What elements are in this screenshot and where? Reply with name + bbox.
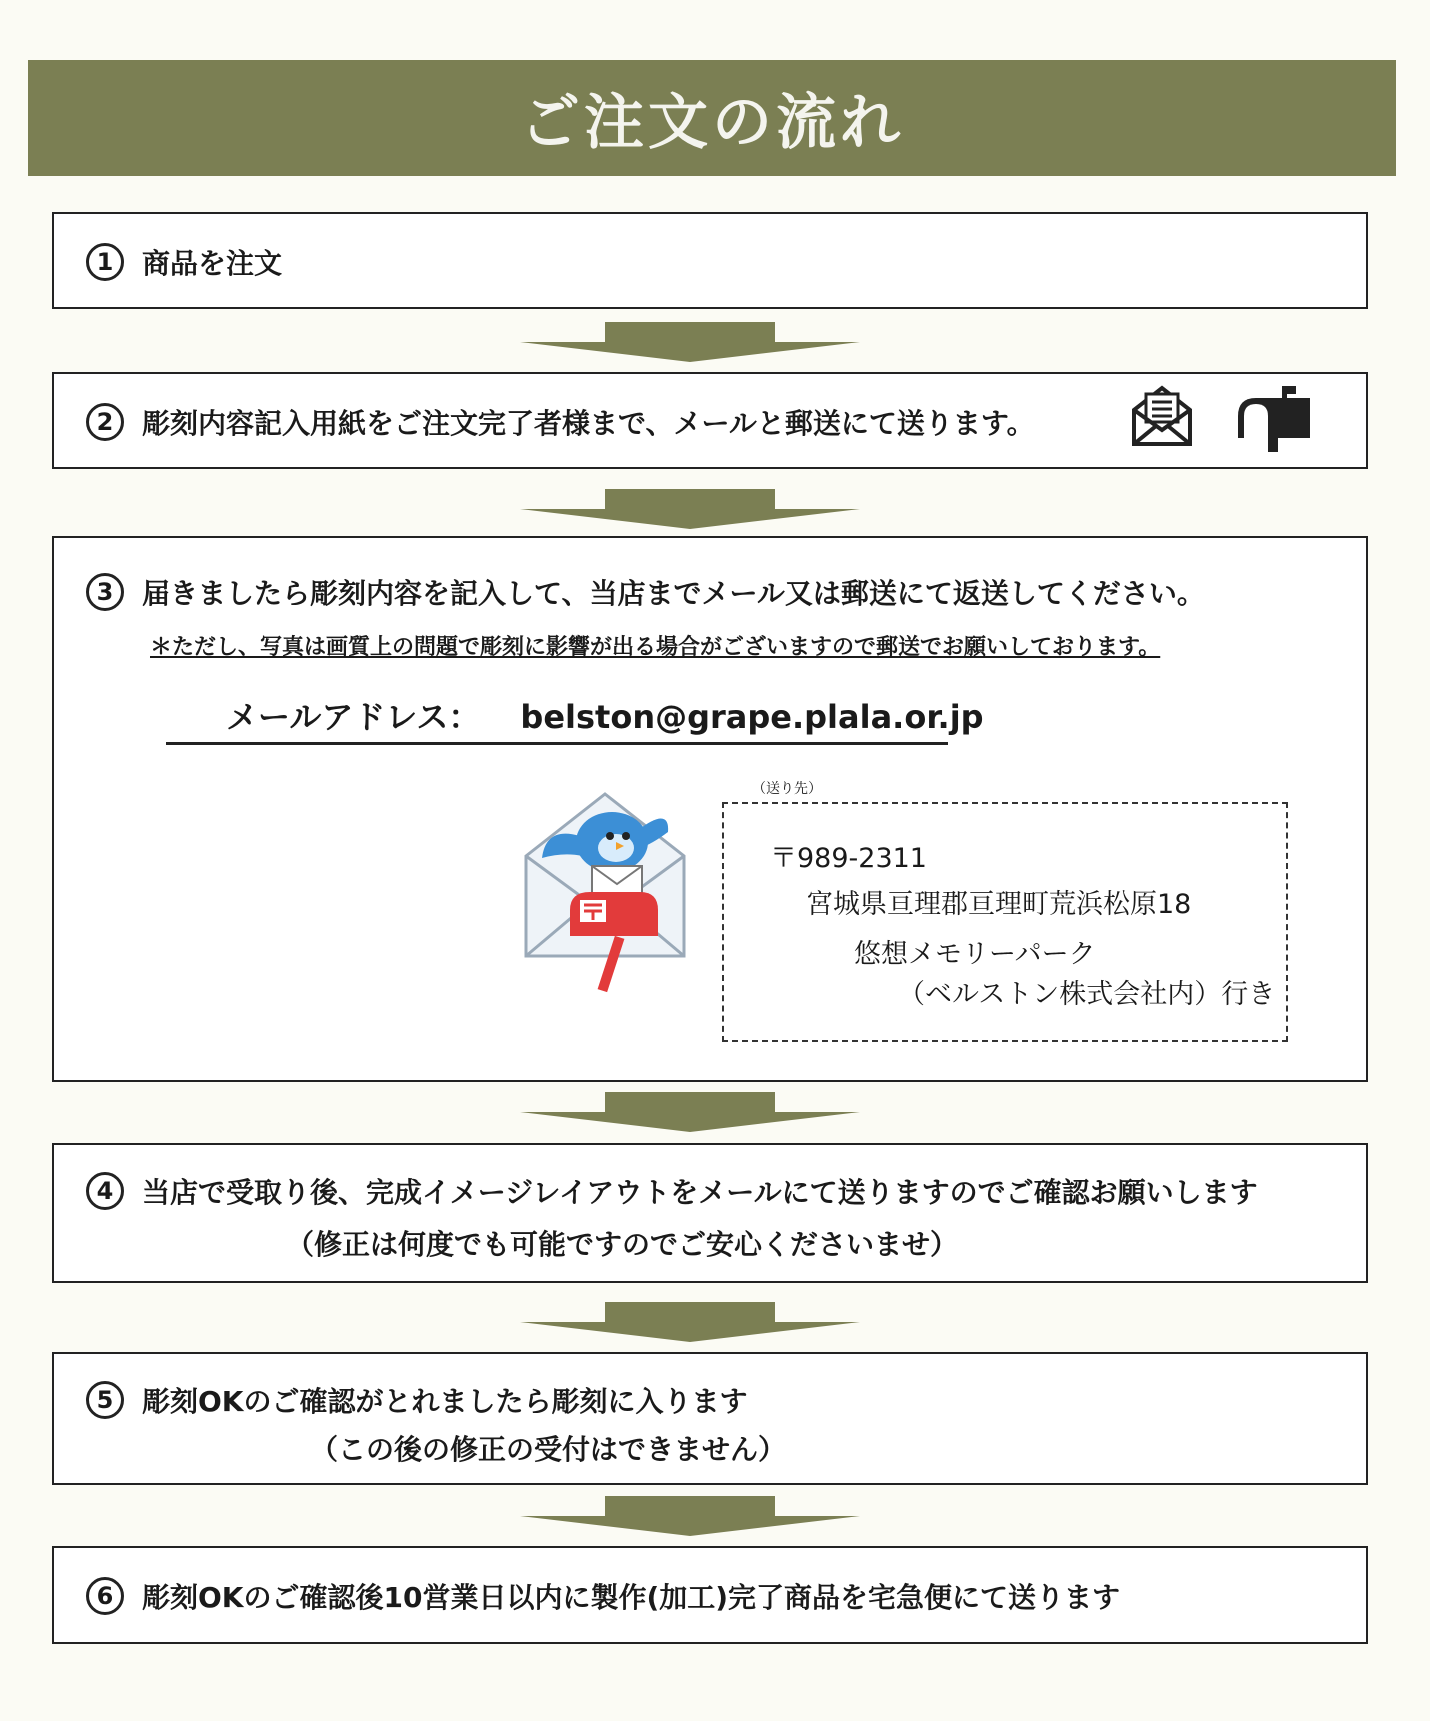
step-3 (52, 536, 1368, 1082)
arrow-down-icon (520, 322, 860, 362)
step-1 (52, 212, 1368, 309)
step-number: 4 (86, 1172, 124, 1210)
bird-mail-illustration (520, 786, 690, 998)
page-title: ご注文の流れ (520, 88, 904, 158)
photo-note: ＊ただし、写真は画質上の問題で彫刻に影響が出る場合がございますので郵送でお願いしております。 (150, 635, 1161, 660)
arrow-down-icon (520, 1496, 860, 1536)
step-4 (52, 1143, 1368, 1283)
email-label: メールアドレス： (226, 698, 481, 736)
step-text: 彫刻内容記入用紙をご注文完了者様まで、メールと郵送にて送ります。 (142, 407, 1035, 440)
arrow-down-icon (520, 489, 860, 529)
step-subtext: （修正は何度でも可能ですのでご安心くださいませ） (286, 1228, 959, 1261)
step-text: 商品を注文 (142, 247, 283, 280)
arrow-down-icon (520, 1092, 860, 1132)
email-line (166, 692, 984, 745)
step-6 (52, 1546, 1368, 1644)
address-line: 宮城県亘理郡亘理町荒浜松原18 (806, 889, 1192, 920)
postal-code: 〒989-2311 (770, 843, 927, 874)
step-text: 当店で受取り後、完成イメージレイアウトをメールにて送りますのでご確認お願いします (142, 1176, 1258, 1209)
mailbox-icon (1234, 386, 1316, 452)
address-label: （送り先） (752, 781, 822, 797)
step-number: 3 (86, 573, 124, 611)
step-subtext: （この後の修正の受付はできません） (310, 1433, 787, 1466)
step-number: 1 (86, 243, 124, 281)
step-text: 彫刻OKのご確認がとれましたら彫刻に入ります (142, 1385, 748, 1418)
step-number: 6 (86, 1577, 124, 1615)
address-box (722, 802, 1288, 1042)
email-address[interactable]: belston@grape.plala.or.jp (520, 698, 984, 736)
title-banner (28, 60, 1396, 176)
step-number: 5 (86, 1381, 124, 1419)
step-number: 2 (86, 403, 124, 441)
step-text: 届きましたら彫刻内容を記入して、当店までメール又は郵送にて返送してください。 (142, 577, 1205, 610)
arrow-down-icon (520, 1302, 860, 1342)
step-text: 彫刻OKのご確認後10営業日以内に製作(加工)完了商品を宅急便にて送ります (142, 1581, 1121, 1614)
step-5 (52, 1352, 1368, 1485)
address-line: （ベルストン株式会社内）行き (898, 979, 1276, 1010)
envelope-icon (1130, 380, 1194, 450)
step-2 (52, 372, 1368, 469)
address-line: 悠想メモリーパーク (854, 939, 1096, 970)
